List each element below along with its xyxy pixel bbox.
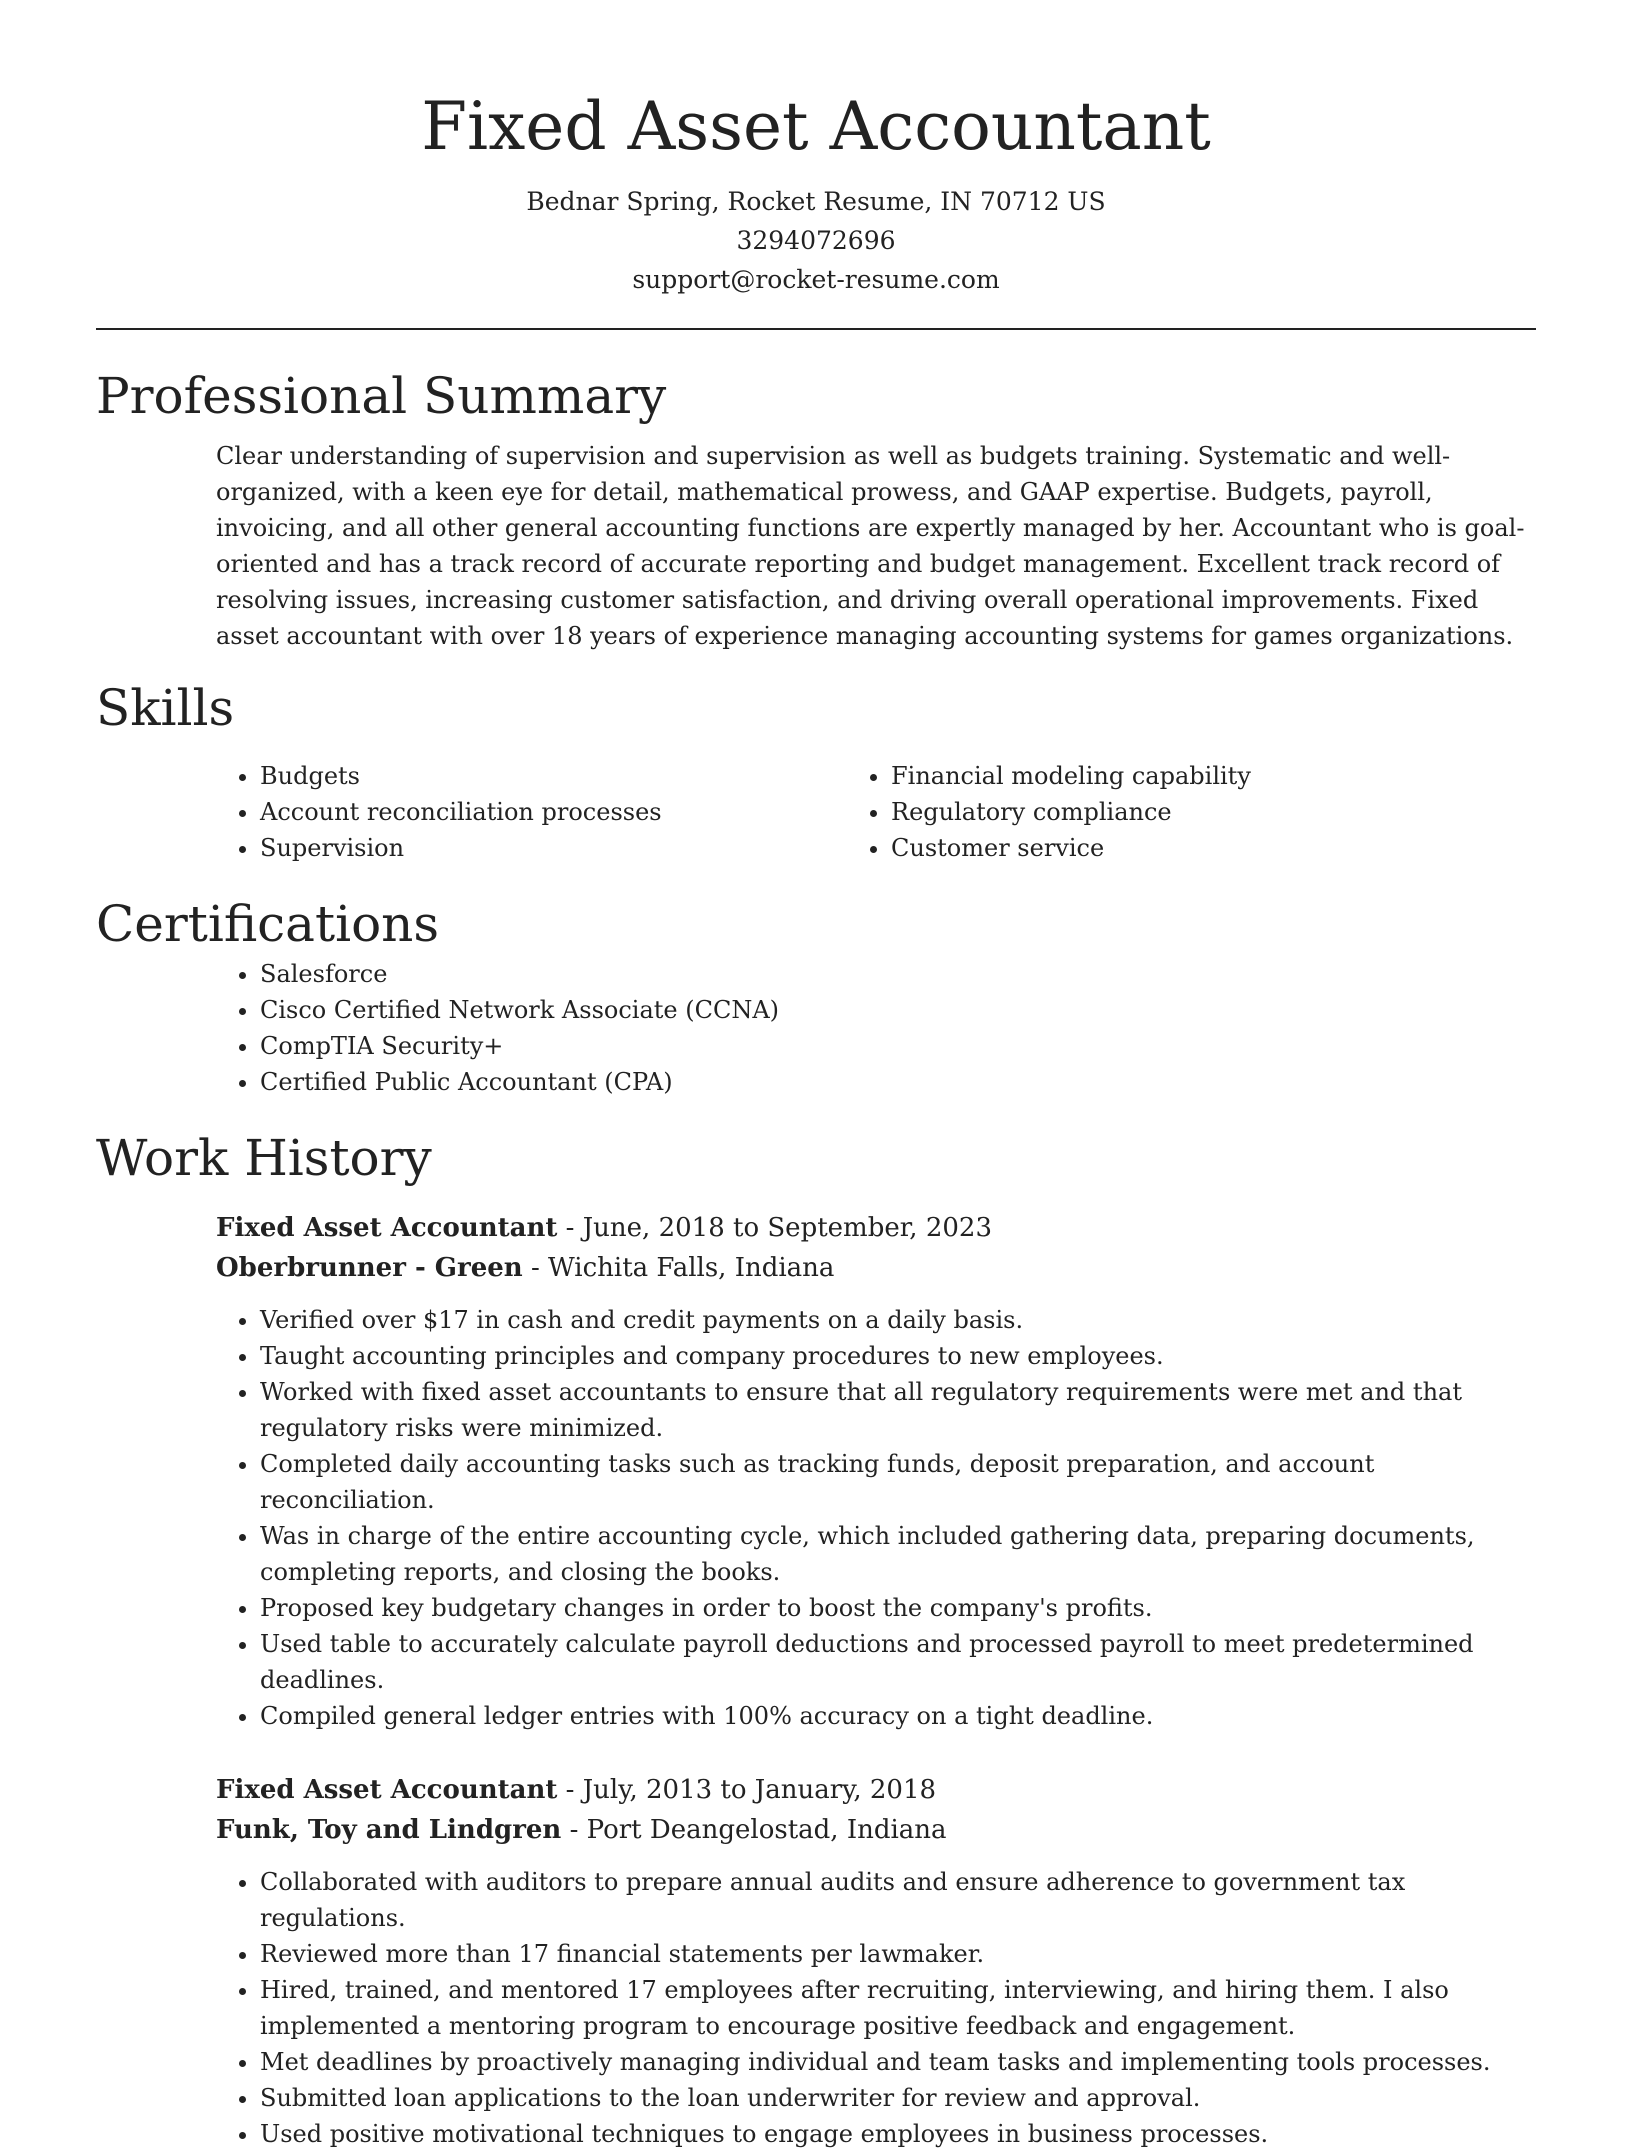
certification-item: • CompTIA Security+ (260, 1028, 1536, 1064)
work-history-section (96, 1126, 1536, 2152)
contact-email: support@rocket-resume.com (632, 265, 1000, 294)
summary-heading: Professional Summary (96, 367, 667, 425)
contact-block (96, 182, 1536, 299)
skills-section (96, 676, 1536, 866)
job-duty: • Met deadlines by proactively managing individual and team tasks and implementing tools processes. (260, 2044, 1536, 2080)
job-dates: - July, 2013 to January, 2018 (557, 1775, 937, 1805)
job-duty: • Taught accounting principles and company procedures to new employees. (260, 1338, 1536, 1374)
work-history-heading: Work History (96, 1129, 432, 1187)
job-duties-list (216, 1302, 1536, 1734)
header-divider (96, 328, 1536, 330)
skill-item: • Account reconciliation processes (260, 794, 905, 830)
job-duty: • Compiled general ledger entries with 100% accuracy on a tight deadline. (260, 1698, 1536, 1734)
skills-heading: Skills (96, 679, 235, 737)
job-duty: • Used positive motivational techniques to engage employees in business processes. (260, 2116, 1536, 2152)
job-title-line (216, 1770, 1536, 1810)
job-duties-list (216, 1864, 1536, 2152)
job-duty: • Submitted loan applications to the loan underwriter for review and approval. (260, 2080, 1536, 2116)
job-company-line (216, 1248, 1536, 1288)
job-entry (216, 1208, 1536, 1734)
resume-name: Fixed Asset Accountant (421, 88, 1211, 165)
job-duty: • Reviewed more than 17 financial statements per lawmaker. (260, 1936, 1536, 1972)
job-company-line (216, 1810, 1536, 1850)
certification-item: • Certified Public Accountant (CPA) (260, 1064, 1536, 1100)
summary-text: Clear understanding of supervision and supervision as well as budgets training. Systematic and well-organized, with a keen eye for detail, mathematical prowess, and GAAP expertise. Budgets, payroll, invoicing, and all other general accounting functions are expertly managed by her. Accountant who is goal-oriented and has a track record of accurate reporting and budget management. Excellent track record of resolving issues, increasing customer satisfaction, and driving overall operational improvements. Fixed asset accountant with over 18 years of experience managing accounting systems for games organizations. (216, 442, 1525, 650)
certifications-list (96, 956, 1536, 1100)
job-location: - Port Deangelostad, Indiana (561, 1815, 947, 1845)
skill-item: • Financial modeling capability (891, 758, 1536, 794)
certification-item: • Salesforce (260, 956, 1536, 992)
skills-columns (96, 758, 1536, 866)
job-duty: • Proposed key budgetary changes in order to boost the company's profits. (260, 1590, 1536, 1626)
skills-list-right (891, 758, 1536, 866)
skill-item: • Customer service (891, 830, 1536, 866)
job-duty: • Worked with fixed asset accountants to ensure that all regulatory requirements were met and that regulatory risks were minimized. (260, 1374, 1536, 1446)
skill-item: • Regulatory compliance (891, 794, 1536, 830)
job-entry (216, 1770, 1536, 2152)
job-title: Fixed Asset Accountant (216, 1775, 558, 1805)
job-title: Fixed Asset Accountant (216, 1213, 558, 1243)
certifications-heading: Certifications (96, 895, 440, 953)
job-duty: • Collaborated with auditors to prepare annual audits and ensure adherence to government tax regulations. (260, 1864, 1536, 1936)
certifications-section (96, 892, 1536, 1100)
job-location: - Wichita Falls, Indiana (522, 1253, 835, 1283)
skills-list-left (96, 758, 905, 866)
job-duty: • Verified over $17 in cash and credit payments on a daily basis. (260, 1302, 1536, 1338)
job-duty: • Completed daily accounting tasks such as tracking funds, deposit preparation, and account reconciliation. (260, 1446, 1536, 1518)
certification-item: • Cisco Certified Network Associate (CCNA) (260, 992, 1536, 1028)
job-company: Funk, Toy and Lindgren (216, 1815, 562, 1845)
job-dates: - June, 2018 to September, 2023 (557, 1213, 992, 1243)
skill-item: • Supervision (260, 830, 905, 866)
skill-item: • Budgets (260, 758, 905, 794)
job-duty: • Was in charge of the entire accounting cycle, which included gathering data, preparing documents, completing reports, and closing the books. (260, 1518, 1536, 1590)
job-company: Oberbrunner - Green (216, 1253, 523, 1283)
contact-address: Bednar Spring, Rocket Resume, IN 70712 US (526, 187, 1106, 216)
summary-section (96, 364, 1536, 654)
job-title-line (216, 1208, 1536, 1248)
job-duty: • Used table to accurately calculate payroll deductions and processed payroll to meet predetermined deadlines. (260, 1626, 1536, 1698)
contact-phone: 3294072696 (736, 226, 896, 255)
job-duty: • Hired, trained, and mentored 17 employees after recruiting, interviewing, and hiring them. I also implemented a mentoring program to encourage positive feedback and engagement. (260, 1972, 1536, 2044)
resume-page (96, 0, 1536, 2152)
